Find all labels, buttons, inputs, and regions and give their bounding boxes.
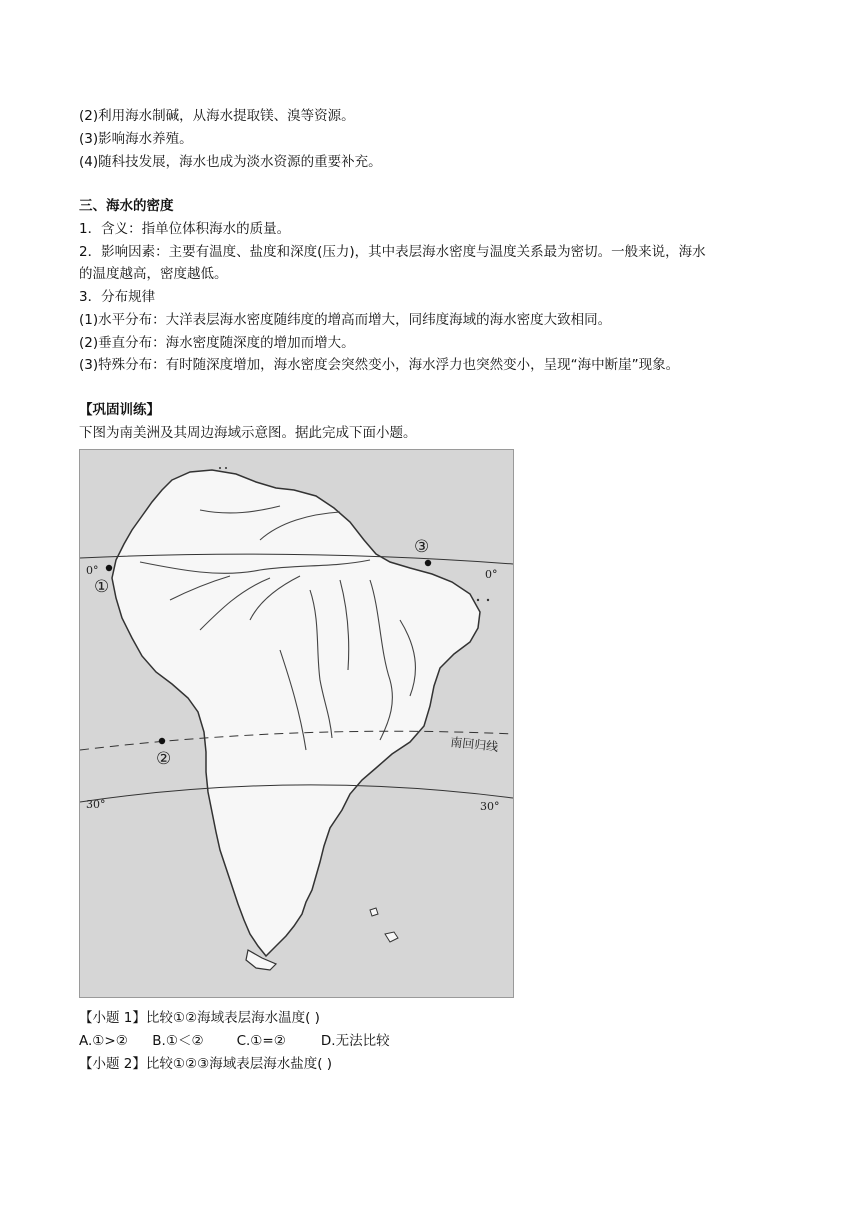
lat-0-left-label: 0°: [86, 564, 99, 577]
section-title-density: 三、海水的密度: [79, 198, 174, 214]
paragraph-distribution-heading: 3．分布规律: [79, 289, 156, 305]
paragraph-resource-3: (3)影响海水养殖。: [79, 131, 193, 147]
paragraph-special: (3)特殊分布：有时随深度增加，海水密度会突然变小，海水浮力也突然变小，呈现“海中断崖”现象。: [79, 357, 680, 373]
point-3-label: ③: [414, 537, 430, 557]
option-b[interactable]: B.①＜②: [152, 1033, 204, 1049]
lat-30-right-label: 30°: [480, 800, 500, 813]
paragraph-factors-line2: 的温度越高，密度越低。: [79, 266, 228, 282]
question-2: 【小题 2】比较①②③海域表层海水盐度( ): [79, 1056, 333, 1072]
point-1-label: ①: [94, 577, 110, 597]
island-small: [370, 908, 378, 916]
question-1: 【小题 1】比较①②海域表层海水温度( ): [79, 1010, 320, 1026]
island-falklands: [385, 932, 398, 942]
lat-0-right-label: 0°: [485, 568, 498, 581]
point-3-marker: [425, 560, 431, 566]
option-d[interactable]: D.无法比较: [320, 1033, 390, 1049]
question-1-options: [79, 1031, 390, 1051]
point-1-marker: [106, 565, 112, 571]
island-tierra-del-fuego: [246, 950, 276, 970]
option-a[interactable]: A.①>②: [79, 1033, 128, 1049]
paragraph-definition: 1．含义：指单位体积海水的质量。: [79, 221, 291, 237]
paragraph-resource-4: (4)随科技发展，海水也成为淡水资源的重要补充。: [79, 154, 382, 170]
paragraph-vertical: (2)垂直分布：海水密度随深度的增加而增大。: [79, 335, 355, 351]
south-america-map: [79, 449, 514, 998]
paragraph-factors-line1: 2．影响因素：主要有温度、盐度和深度(压力)，其中表层海水密度与温度关系最为密切。一般来说，海水: [79, 244, 706, 260]
point-2-marker: [159, 738, 165, 744]
point-2-label: ②: [156, 749, 172, 769]
lat-30-left-label: 30°: [86, 798, 106, 811]
paragraph-horizontal: (1)水平分布：大洋表层海水密度随纬度的增高而增大，同纬度海域的海水密度大致相同。: [79, 312, 612, 328]
practice-title: 【巩固训练】: [79, 402, 160, 418]
practice-intro: 下图为南美洲及其周边海域示意图。据此完成下面小题。: [79, 425, 417, 441]
paragraph-resource-2: (2)利用海水制碱，从海水提取镁、溴等资源。: [79, 108, 355, 124]
option-c[interactable]: C.①=②: [236, 1033, 286, 1049]
tropic-label: 南回归线: [449, 735, 499, 755]
